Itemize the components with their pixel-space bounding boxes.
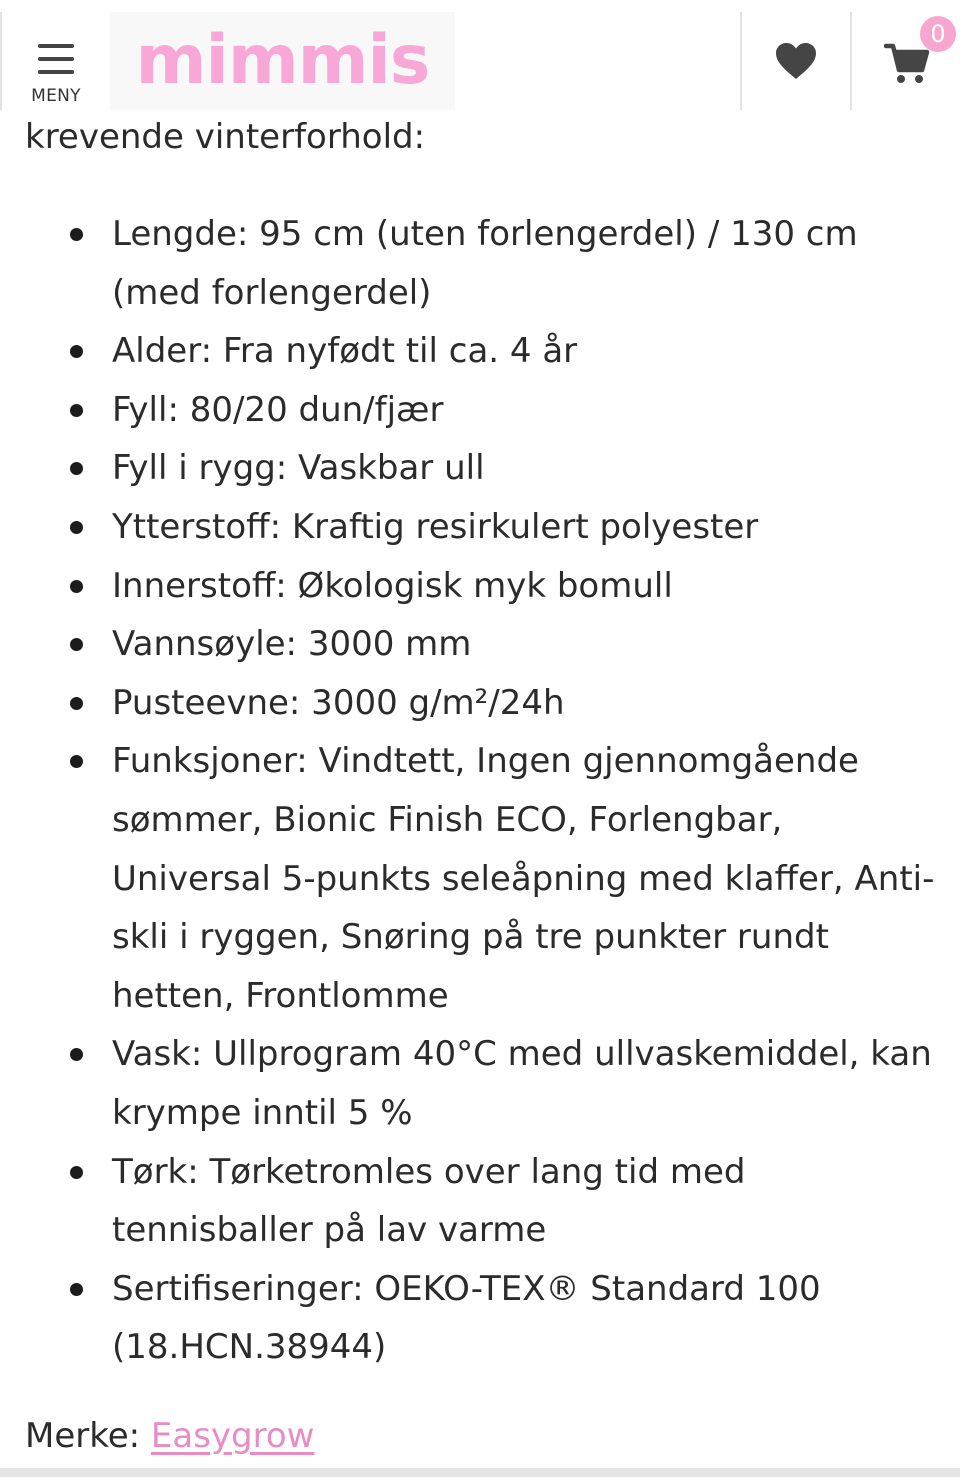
brand-line [25,1414,314,1458]
bottom-edge [0,1468,960,1477]
hamburger-icon [38,44,74,74]
spec-item: Vask: Ullprogram 40°C med ullvaskemiddel, kan krympe inntil 5 % [112,1025,937,1142]
site-header [0,0,960,110]
brand-label: Merke: [25,1416,151,1456]
brand-link[interactable]: Easygrow [150,1416,315,1456]
spec-item: Sertifiseringer: OEKO-TEX® Standard 100 (18.HCN.38944) [112,1260,937,1377]
header-left-border [0,12,2,110]
spec-item: Ytterstoff: Kraftig resirkulert polyester [112,498,937,557]
spec-item: Alder: Fra nyfødt til ca. 4 år [112,322,937,381]
menu-label: MENY [31,86,81,106]
spec-item: Fyll: 80/20 dun/fjær [112,381,937,440]
header-divider [850,12,852,110]
spec-item: Funksjoner: Vindtett, Ingen gjennomgående sømmer, Bionic Finish ECO, Forlengbar, Universal 5-punkts seleåpning med klaffer, Anti-skli i ryggen, Snøring på tre punkter rundt hetten, Frontlomme [112,732,937,1025]
heart-icon [774,42,818,82]
cart-button[interactable] [884,40,930,86]
cart-icon [884,40,930,86]
header-divider [740,12,742,110]
spec-item: Vannsøyle: 3000 mm [112,615,937,674]
logo-wordmark: mimmis [135,21,430,100]
menu-button[interactable] [10,40,102,110]
description-intro: krevende vinterforhold: [25,117,426,157]
site-logo[interactable] [110,12,455,110]
spec-item: Fyll i rygg: Vaskbar ull [112,439,937,498]
spec-item: Innerstoff: Økologisk myk bomull [112,557,937,616]
cart-count-badge: 0 [920,16,956,52]
spec-item: Tørk: Tørketromles over lang tid med tennisballer på lav varme [112,1143,937,1260]
wishlist-button[interactable] [774,42,818,82]
spec-item: Pusteevne: 3000 g/m²/24h [112,674,937,733]
spec-item: Lengde: 95 cm (uten forlengerdel) / 130 cm (med forlengerdel) [112,205,937,322]
spec-list [112,205,937,1377]
